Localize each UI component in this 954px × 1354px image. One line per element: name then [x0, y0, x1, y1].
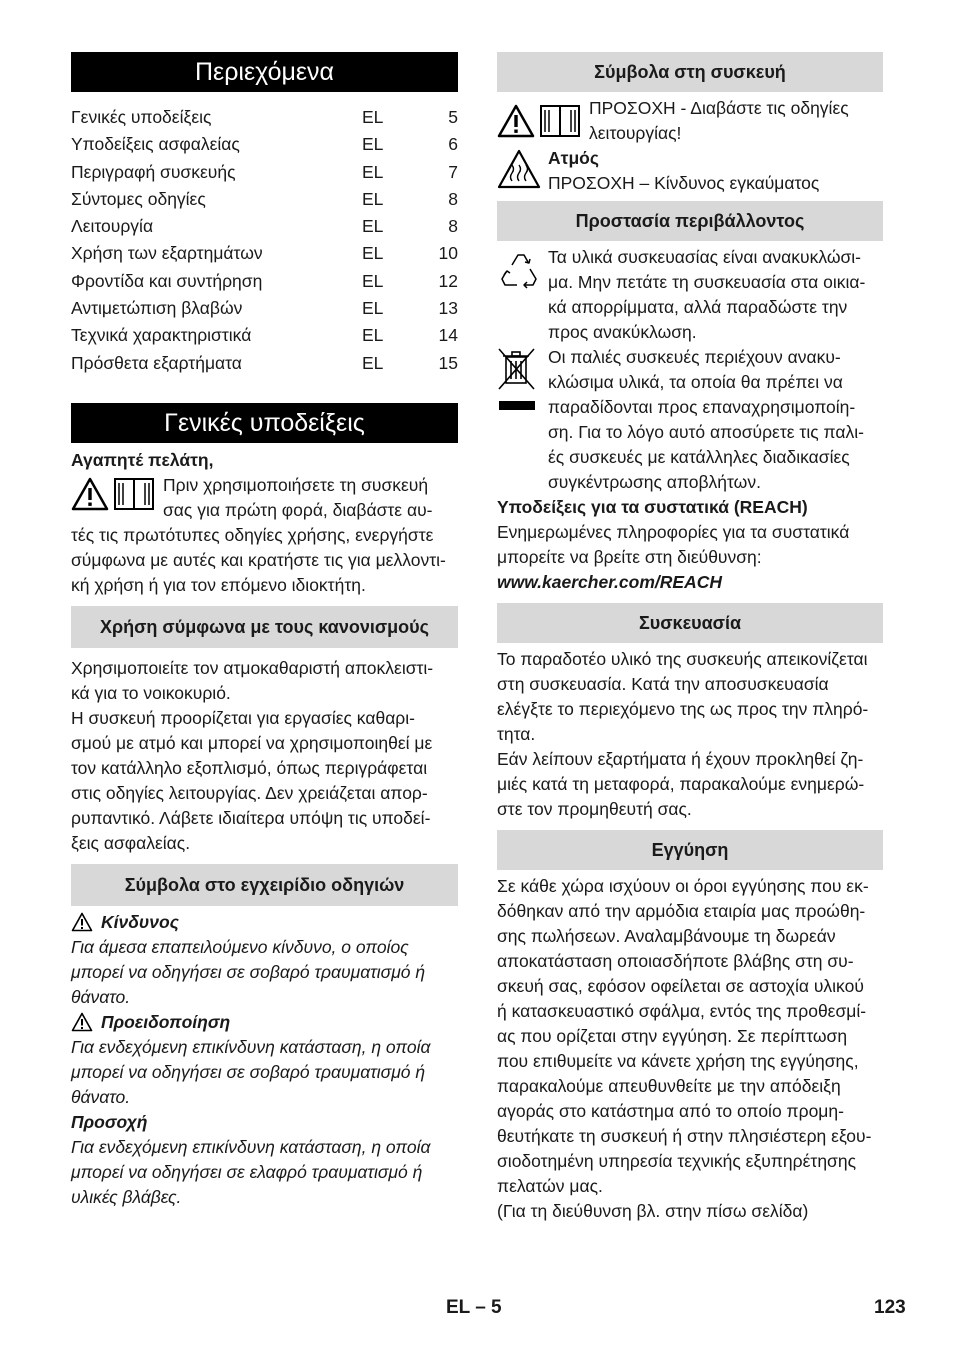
steam-label: Ατμός [548, 148, 599, 168]
manual-book-icon [113, 477, 155, 511]
intro-block [71, 473, 458, 523]
toc-item-title: Γενικές υποδείξεις [71, 107, 212, 127]
toc-row[interactable] [71, 104, 458, 131]
toc-item-page: 5 [448, 107, 458, 127]
toc-item-lang: EL [362, 243, 384, 264]
toc-row[interactable] [71, 295, 458, 322]
device-symbols-heading: Σύμβολα στη συσκευή [497, 52, 883, 92]
warning-triangle-icon [71, 912, 93, 932]
toc-item-title: Λειτουργία [71, 216, 154, 237]
toc-item-lang: EL [362, 188, 384, 209]
toc-item-page: 10 [438, 243, 458, 264]
salutation: Αγαπητέ πελάτη, [71, 449, 214, 470]
reach-heading: Υποδείξεις για τα συστατικά (REACH) [497, 497, 808, 517]
toc-item-page: 7 [448, 161, 458, 182]
steam-icon-wrap [497, 149, 541, 189]
manual-symbols-text: Κίνδυνος Για άμεσα επαπειλούμενο κίνδυνο, ο οποίος μπορεί να οδηγήσει σε σοβαρό τραυματισμό ή θάνατο. Προειδοποίηση Για ενδεχόμενη επικίνδυνη κατάσταση, η οποία μπορεί να οδηγήσει σε σοβαρό τραυματισμό ή θάνατο. Προσοχή Για ενδεχόμενη επικίνδυνη κατάσταση, η οποία μπορεί να οδηγήσει σε ελαφρό τραυματισμό ή υλικές βλάβες. [71, 910, 458, 1210]
recycle-row [497, 245, 883, 345]
toc-item-title: Περιγραφή συσκευής [71, 161, 236, 182]
toc-item-lang: EL [362, 216, 384, 237]
toc-item-title: Σύντομες οδηγίες [71, 188, 206, 209]
toc-list [71, 104, 458, 377]
intended-use-heading: Χρήση σύμφωνα με τους κανονισμούς [71, 606, 458, 648]
recycle-icon-wrap [497, 251, 541, 291]
toc-row[interactable] [71, 322, 458, 349]
packaging-heading: Συσκευασία [497, 603, 883, 643]
toc-item-lang: EL [362, 325, 384, 346]
toc-row[interactable] [71, 131, 458, 158]
intro-icons [71, 477, 155, 511]
environment-heading: Προστασία περιβάλλοντος [497, 201, 883, 241]
read-manual-text: ΠΡΟΣΟΧΗ - Διαβάστε τις οδηγίες λειτουργίας! [589, 98, 849, 143]
read-manual-icons [497, 104, 581, 138]
hot-steam-warning-icon [497, 149, 541, 189]
toc-row[interactable] [71, 213, 458, 240]
toc-item-page: 13 [438, 298, 458, 319]
danger-label: Κίνδυνος [101, 911, 179, 932]
toc-row[interactable] [71, 186, 458, 213]
toc-row[interactable] [71, 159, 458, 186]
reach-url-link[interactable]: www.kaercher.com/REACH [497, 572, 722, 592]
left-column [71, 52, 458, 1210]
toc-item-title: Χρήση των εξαρτημάτων [71, 243, 263, 264]
intended-use-text: Χρησιμοποιείτε τον ατμοκαθαριστή αποκλειστι- κά για το νοικοκυριό. Η συσκευή προορίζεται για εργασίες καθαρι- σμού με ατμό και μπορεί να χρησιμοποιηθεί με τον κατάλληλο εξοπλισμό, όπως περιγράφεται στις οδηγίες λειτουργίας. Δεν χρειάζεται απορ- ρυπαντικό. Λάβετε ιδιαίτερα υπόψη τις υποδεί- ξεις ασφαλείας. [71, 657, 434, 853]
manual-symbols-heading: Σύμβολα στο εγχειρίδιο οδηγιών [71, 864, 458, 906]
toc-row[interactable] [71, 240, 458, 267]
warning-triangle-icon [71, 477, 109, 511]
warranty-heading: Εγγύηση [497, 830, 883, 870]
caution-label: Προσοχή [71, 1111, 148, 1132]
toc-item-title: Αντιμετώπιση βλαβών [71, 298, 243, 319]
toc-item-page: 15 [438, 352, 458, 373]
toc-item-lang: EL [362, 352, 384, 373]
weee-row [497, 345, 883, 495]
toc-item-page: 14 [438, 325, 458, 346]
footer-section-label: EL – 5 [446, 1297, 502, 1318]
intro-text: τές τις πρωτότυπες οδηγίες χρήσης, ενεργήστε σύμφωνα με αυτές και κρατήστε τις για μελλοντι- κή χρήση ή για τον επόμενο ιδιοκτήτη. [71, 524, 446, 595]
danger-label-row [71, 910, 458, 935]
toc-item-title: Τεχνικά χαρακτηριστικά [71, 325, 252, 346]
intro-side-text: Πριν χρησιμοποιήσετε τη συσκευή σας για πρώτη φορά, διαβάστε αυ- [163, 474, 433, 520]
steam-text: Ατμός ΠΡΟΣΟΧΗ – Κίνδυνος εγκαύματος [548, 148, 820, 193]
toc-item-page: 8 [448, 216, 458, 237]
packaging-text: Το παραδοτέο υλικό της συσκευής απεικονίζεται στη συσκευασία. Κατά την αποσυσκευασία ελέγξτε το περιεχόμενο της ως προς την πληρό- τητα. Εάν λείπουν εξαρτήματα ή έχουν προκληθεί ζη- μιές κατά τη μεταφορά, παρακαλούμε ενημερώ- στε τον προμηθευτή σας. [497, 649, 869, 819]
toc-item-page: 12 [438, 270, 458, 291]
toc-item-page: 8 [448, 188, 458, 209]
warning-triangle-icon [497, 104, 535, 138]
toc-item-lang: EL [362, 107, 384, 127]
recycle-text: Τα υλικά συσκευασίας είναι ανακυκλώσι- μα. Μην πετάτε τη συσκευασία στα οικια- κά απορρίμματα, αλλά παραδώστε την προς ανακύκλωση. [548, 247, 866, 342]
general-heading: Γενικές υποδείξεις [71, 403, 458, 443]
warning-triangle-icon [71, 1012, 93, 1032]
weee-text: Οι παλιές συσκευές περιέχουν ανακυ- κλώσιμα υλικά, τα οποία θα πρέπει να παραδίδονται προς επαναχρησιμοποίη- ση. Για το λόγο αυτό αποσύρετε τις παλι- ές συσκευές με κατάλληλες διαδικασίες συγκέντρωσης αποβλήτων. [548, 347, 864, 492]
toc-item-title: Πρόσθετα εξαρτήματα [71, 352, 242, 373]
weee-icon-wrap [497, 347, 541, 413]
toc-item-lang: EL [362, 134, 384, 155]
warning-label: Προειδοποίηση [101, 1011, 231, 1032]
manual-book-icon [539, 104, 581, 138]
toc-item-lang: EL [362, 298, 384, 319]
recycle-icon [497, 251, 541, 291]
warning-label-row [71, 1010, 458, 1035]
crossed-out-bin-icon [497, 347, 537, 413]
steam-row [497, 146, 883, 196]
toc-item-lang: EL [362, 161, 384, 182]
toc-row[interactable] [71, 350, 458, 377]
toc-item-lang: EL [362, 270, 384, 291]
warranty-text: Σε κάθε χώρα ισχύουν οι όροι εγγύησης που εκ- δόθηκαν από την αρμόδια εταιρία μας προώθη- σης πωλήσεων. Αναλαμβάνουμε τη δωρεάν αποκατάσταση οποιασδήποτε βλάβης στη συ- σκευή σας, εφόσον οφείλεται σε αστοχία υλικού ή κατασκευαστικό σφάλμα, εντός της προθεσμί- ας που ορίζεται στην εγγύηση. Σε περίπτωση που επιθυμείτε να κάνετε χρήση της εγγύησης, παρακαλούμε απευθυνθείτε με την απόδειξη αγοράς στο κατάστημα από το οποίο προμη- θευτήκατε τη συσκευή ή στην πλησιέστερη εξου- σιοδοτημένη υπηρεσία τεχνικής εξυπηρέτησης πελατών μας. (Για τη διεύθυνση βλ. στην πίσω σελίδα) [497, 876, 872, 1221]
toc-item-page: 6 [448, 134, 458, 155]
right-column: Σύμβολα στη συσκευή ΠΡΟΣΟΧΗ - Διαβάστε τις οδηγίες λειτουργίας! Ατμός ΠΡΟΣΟΧΗ – Κίνδυνος εγκαύματος Προστασία περιβάλλοντος Τα υλικά συσκευασίας είναι ανακυκλώσι- μα. Μην πετάτε τη συσκευασία στα οικια- κά απορρίμματα, αλλά παραδώστε την προς ανακύκλωση. Οι παλιές συσκευές περιέχουν ανακυ- κλώσιμα υλικά, τα οποία θα πρέπει να παραδίδονται προς επαναχρησιμοποίη- ση. Για το λόγο αυτό αποσύρετε τις παλι- ές συσκευές με κατάλληλες διαδικασίες συγκέντρωσης αποβλήτων. Υποδείξεις για τα συστατικά (REACH) Ενημερωμένες πληροφορίες για τα συστατικά μπορείτε να βρείτε στη διεύθυνση: www.kaercher.com/REACH Συσκευασία Το παραδοτέο υλικό της συσκευής απεικονίζεται στη συσκευασία. Κατά την αποσυσκευασία ελέγξτε το περιεχόμενο της ως προς την πληρό- τητα. Εάν λείπουν εξαρτήματα ή έχουν προκληθεί ζη- μιές κατά τη μεταφορά, παρακαλούμε ενημερώ- στε τον προμηθευτή σας. Εγγύηση Σε κάθε χώρα ισχύουν οι όροι εγγύησης που εκ- δόθηκαν από την αρμόδια εταιρία μας προώθη- σης πωλήσεων. Αναλαμβάνουμε τη δωρεάν αποκατάσταση οποιασδήποτε βλάβης στη συ- σκευή σας, εφόσον οφείλεται σε αστοχία υλικού ή κατασκευαστικό σφάλμα, εντός της προθεσμί- ας που ορίζεται στην εγγύηση. Σε περίπτωση που επιθυμείτε να κάνετε χρήση της εγγύησης, παρακαλούμε απευθυνθείτε με την απόδειξη αγοράς στο κατάστημα από το οποίο προμη- θευτήκατε τη συσκευή ή στην πλησιέστερη εξου- σιοδοτημένη υπηρεσία τεχνικής εξυπηρέτησης πελατών μας. (Για τη διεύθυνση βλ. στην πίσω σελίδα) [497, 52, 883, 1224]
toc-heading: Περιεχόμενα [71, 52, 458, 92]
toc-row[interactable] [71, 268, 458, 295]
toc-item-title: Υποδείξεις ασφαλείας [71, 134, 240, 155]
read-manual-row [497, 96, 883, 146]
footer-page-number: 123 [874, 1297, 906, 1318]
toc-item-title: Φροντίδα και συντήρηση [71, 270, 263, 291]
